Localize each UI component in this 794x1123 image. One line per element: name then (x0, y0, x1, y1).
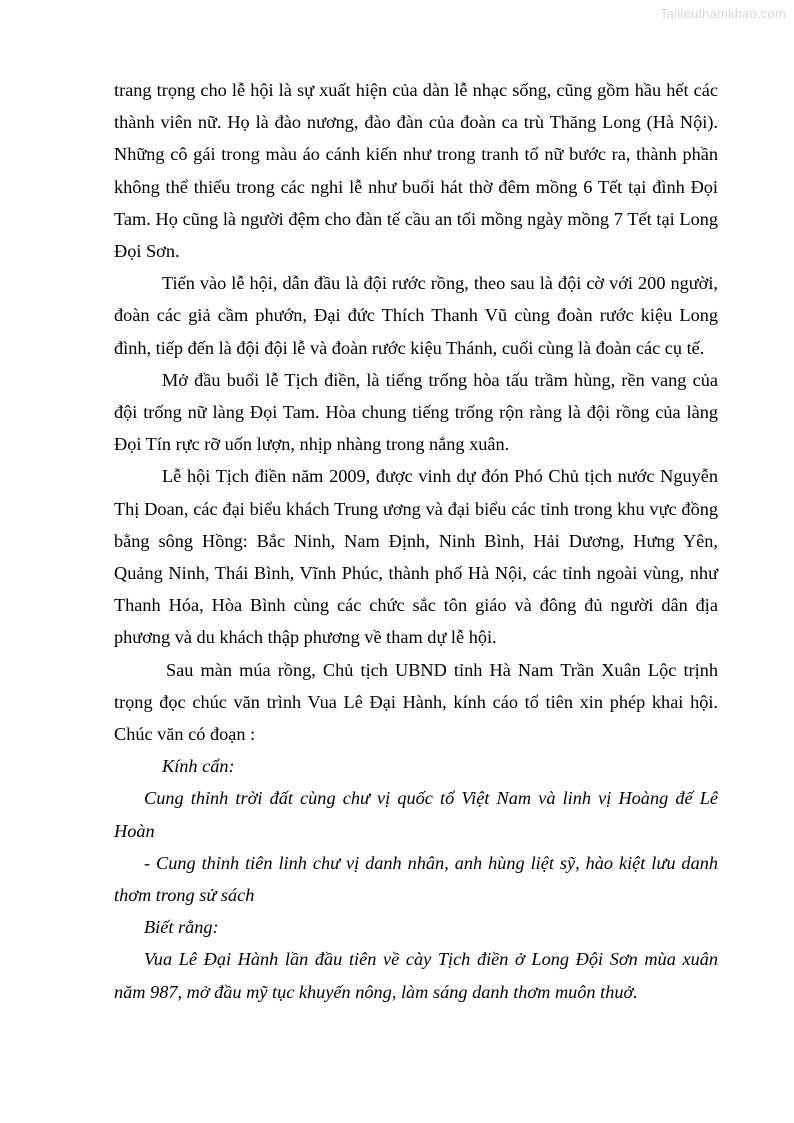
paragraph-1: trang trọng cho lễ hội là sự xuất hiện của dàn lễ nhạc sống, cũng gồm hầu hết các thành viên nữ. Họ là đào nương, đào đàn của đoàn ca trù Thăng Long (Hà Nội). Những cô gái trong màu áo cánh kiến như trong tranh tố nữ bước ra, thành phần không thể thiếu trong các nghi lễ như buổi hát thờ đêm mồng 6 Tết tại đình Đọi Tam. Họ cũng là người đệm cho đàn tế cầu an tối mồng ngày mồng 7 Tết tại Long Đọi Sơn. (114, 80, 718, 262)
paragraph-3: Mở đầu buổi lễ Tịch điền, là tiếng trống hòa tấu trầm hùng, rền vang của đội trống nữ làng Đọi Tam. Hòa chung tiếng trống rộn ràng là đội rồng của làng Đọi Tín rực rỡ uốn lượn, nhịp nhàng trong nắng xuân. (114, 369, 718, 455)
paragraph-2: Tiến vào lễ hội, dẫn đầu là đội rước rồng, theo sau là đội cờ với 200 người, đoàn các giả cầm phướn, Đại đức Thích Thanh Vũ cùng đoàn rước kiệu Long đình, tiếp đến là đội đội lễ và đoàn rước kiệu Thánh, cuối cùng là đoàn các cụ tế. (114, 273, 718, 358)
watermark: Tailieuthamkhao.com (660, 6, 786, 21)
document-body (114, 74, 718, 1008)
chuc-van-line-3: Vua Lê Đại Hành lần đầu tiên về cày Tịch điền ở Long Đội Sơn mùa xuân năm 987, mở đầu mỹ tục khuyến nông, làm sáng danh thơm muôn thuở. (114, 949, 718, 1002)
paragraph-5: Sau màn múa rồng, Chủ tịch UBND tỉnh Hà Nam Trần Xuân Lộc trịnh trọng đọc chúc văn trình Vua Lê Đại Hành, kính cáo tổ tiên xin phép khai hội. Chúc văn có đoạn : (114, 659, 718, 745)
paragraph-4: Lễ hội Tịch điền năm 2009, được vinh dự đón Phó Chủ tịch nước Nguyễn Thị Doan, các đại biểu khách Trung ương và đại biểu các tỉnh trong khu vực đồng bằng sông Hồng: Bắc Ninh, Nam Định, Ninh Bình, Hải Dương, Hưng Yên, Quảng Ninh, Thái Bình, Vĩnh Phúc, thành phố Hà Nội, các tỉnh ngoài vùng, như Thanh Hóa, Hòa Bình cùng các chức sắc tôn giáo và đông đủ người dân địa phương và du khách thập phương về tham dự lễ hội. (114, 466, 718, 648)
chuc-van-kinh-can: Kính cẩn: (162, 756, 235, 777)
chuc-van-biet-rang: Biết rằng: (144, 917, 219, 938)
chuc-van-line-2: - Cung thỉnh tiên linh chư vị danh nhân, anh hùng liệt sỹ, hào kiệt lưu danh thơm trong sử sách (114, 852, 718, 906)
chuc-van-line-1: Cung thỉnh trời đất cùng chư vị quốc tổ Việt Nam và linh vị Hoàng đế Lê Hoàn (114, 788, 718, 841)
